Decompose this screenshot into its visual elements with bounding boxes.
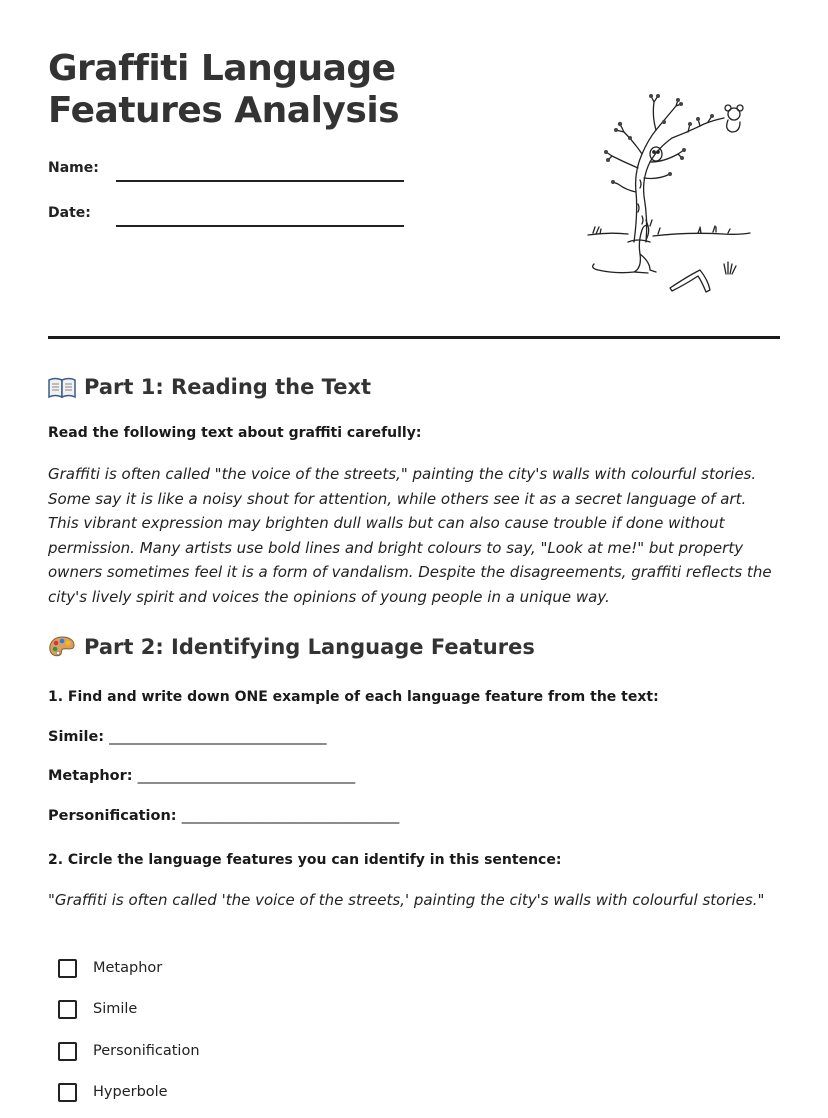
metaphor-checkbox[interactable] (58, 959, 77, 978)
example-sentence: "Graffiti is often called 'the voice of the streets,' painting the city's walls with colourful stories." (48, 891, 765, 909)
personification-blank[interactable]: ______________________________ (181, 808, 400, 824)
simile-answer-row[interactable] (48, 729, 327, 745)
artist-palette-icon (48, 635, 76, 659)
question-1: 1. Find and write down ONE example of each language feature from the text: (48, 689, 659, 705)
title-line-2: Features Analysis (48, 90, 400, 131)
title-line-1: Graffiti Language (48, 48, 396, 89)
option-personification[interactable] (58, 1040, 200, 1062)
question-2: 2. Circle the language features you can identify in this sentence: (48, 852, 562, 868)
option-label: Simile (93, 1001, 138, 1017)
header-divider (48, 336, 780, 339)
metaphor-label: Metaphor: (48, 768, 133, 784)
option-label: Hyperbole (93, 1084, 168, 1100)
date-line[interactable] (116, 225, 404, 227)
part1-heading-text: Part 1: Reading the Text (84, 375, 372, 399)
reading-passage: Graffiti is often called "the voice of the streets," painting the city's walls with colourful stories. Some say it is like a noisy shout for attention, while others see it as a secret language of art. This vibrant expression may brighten dull walls but can also cause trouble if done without permission. Many artists use bold lines and bright colours to say, "Look at me!" but property owners sometimes feel it is a form of vandalism. Despite the disagreements, graffiti reflects the city's lively spirit and voices the opinions of young people in a unique way. (48, 465, 772, 606)
worksheet-title (48, 48, 399, 132)
name-field[interactable] (48, 160, 408, 184)
option-metaphor[interactable] (58, 957, 162, 979)
option-simile[interactable] (58, 998, 137, 1020)
tree-koala-kangaroo-boomerang-illustration (538, 92, 758, 298)
part1-heading (48, 375, 371, 399)
simile-label: Simile: (48, 729, 105, 745)
hyperbole-checkbox[interactable] (58, 1083, 77, 1102)
name-label: Name: (48, 160, 99, 176)
metaphor-blank[interactable]: ______________________________ (137, 768, 356, 784)
metaphor-answer-row[interactable] (48, 768, 355, 784)
open-book-icon (48, 375, 76, 399)
part1-instruction: Read the following text about graffiti carefully: (48, 425, 422, 441)
option-label: Personification (93, 1043, 200, 1059)
simile-checkbox[interactable] (58, 1000, 77, 1019)
part2-heading-text: Part 2: Identifying Language Features (84, 635, 535, 659)
option-hyperbole[interactable] (58, 1081, 168, 1103)
part2-heading (48, 635, 535, 659)
option-label: Metaphor (93, 960, 163, 976)
personification-answer-row[interactable] (48, 808, 399, 824)
simile-blank[interactable]: ______________________________ (109, 729, 327, 745)
name-line[interactable] (116, 180, 404, 182)
personification-checkbox[interactable] (58, 1042, 77, 1061)
personification-label: Personification: (48, 808, 177, 824)
date-field[interactable] (48, 205, 408, 229)
date-label: Date: (48, 205, 91, 221)
